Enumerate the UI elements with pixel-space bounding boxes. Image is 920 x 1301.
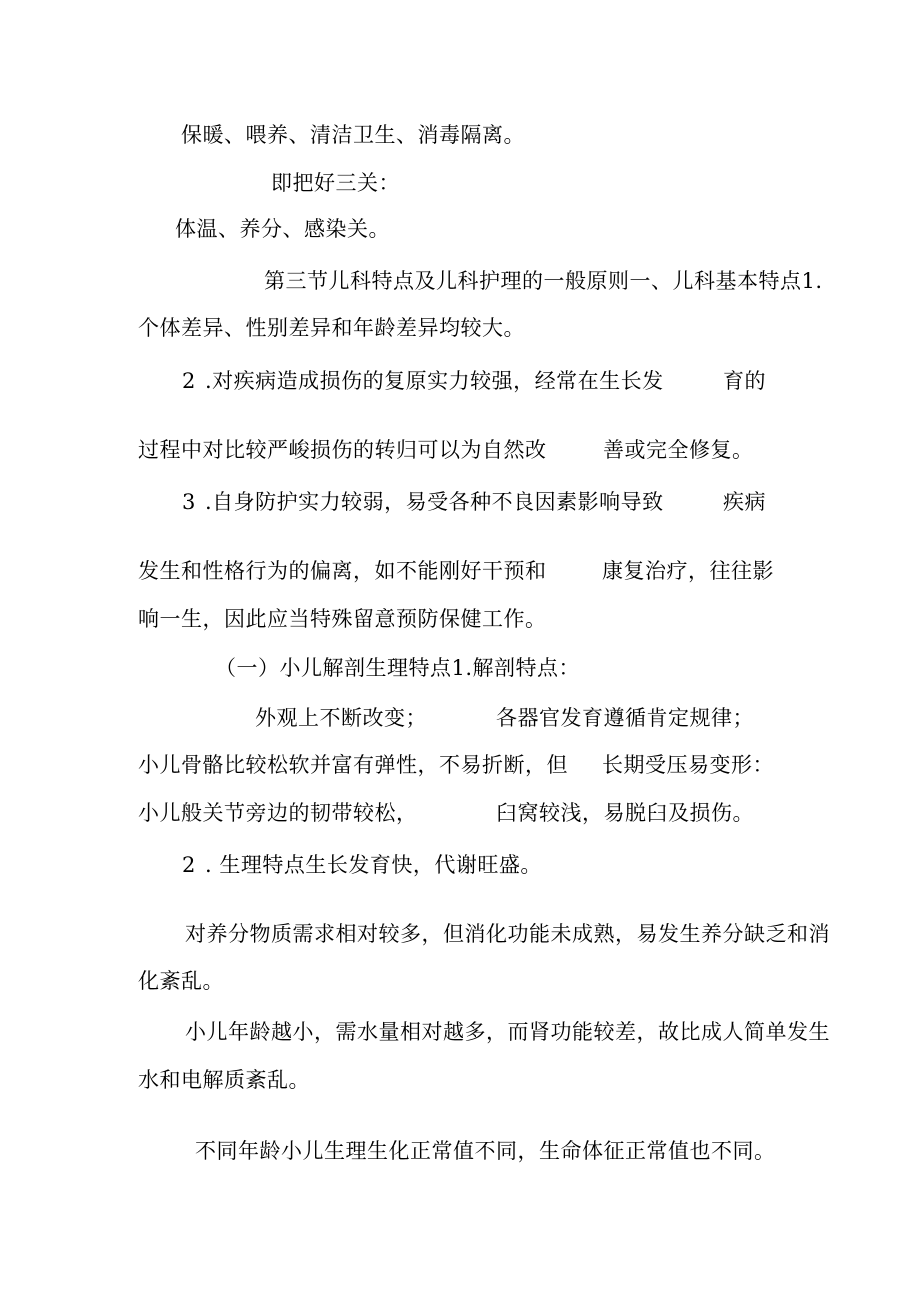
text-line-bones: 小儿骨骼比较松软并富有弹性，不易折断，但 (138, 753, 568, 777)
text-line-nutrition-cont: 化紊乱。 (138, 969, 224, 993)
text-line-recovery-end: 育的 (723, 369, 766, 393)
text-line-care: 保暖、喂养、清洁卫生、消毒隔离。 (181, 123, 525, 147)
text-line-three-gates: 即把好三关： (271, 171, 400, 195)
item-number-3: 3 (182, 490, 196, 514)
text-line-differences: 个体差异、性别差异和年龄差异均较大。 (138, 316, 525, 340)
text-line-protection: .自身防护实力较弱，易受各种不良因素影响导致 (205, 490, 664, 514)
section-heading: 第三节儿科特点及儿科护理的一般原则一、儿科基本特点1. (264, 269, 823, 293)
text-line-water: 小儿年龄越小，需水量相对越多，而肾功能较差，故比成人简单发生 (185, 1020, 830, 1044)
text-line-normal-values: 不同年龄小儿生理生化正常值不同，生命体征正常值也不同。 (195, 1139, 776, 1163)
text-line-process: 过程中对比较严峻损伤的转归可以为自然改 (138, 438, 547, 462)
text-line-nutrition: 对养分物质需求相对较多，但消化功能未成熟，易发生养分缺乏和消 (185, 922, 830, 946)
text-line-deviation-end: 康复治疗，往往影 (602, 559, 774, 583)
text-line-joints-end: 臼窝较浅，易脱臼及损伤。 (496, 801, 754, 825)
text-line-gates-list: 体温、养分、感染关。 (175, 217, 390, 241)
text-line-bones-end: 长期受压易变形： (602, 753, 774, 777)
subsection-heading: （一）小儿解剖生理特点1.解剖特点： (215, 656, 581, 680)
text-line-water-cont: 水和电解质紊乱。 (138, 1068, 310, 1092)
item-number-2: 2 (182, 369, 196, 393)
text-line-physiology: . 生理特点生长发育快，代谢旺盛。 (205, 853, 542, 877)
text-line-joints: 小儿般关节旁边的韧带较松， (138, 801, 418, 825)
text-line-deviation: 发生和性格行为的偏离，如不能刚好干预和 (138, 559, 547, 583)
text-line-protection-end: 疾病 (723, 490, 766, 514)
text-line-prevention: 响一生，因此应当特殊留意预防保健工作。 (138, 607, 547, 631)
text-line-recovery: .对疾病造成损伤的复原实力较强，经常在生长发 (205, 369, 664, 393)
text-line-appearance: 外观上不断改变； (255, 706, 427, 730)
text-line-process-end: 善或完全修复。 (603, 438, 754, 462)
item-number-2b: 2 (182, 853, 196, 877)
text-line-organs: 各器官发育遵循肯定规律； (496, 706, 754, 730)
